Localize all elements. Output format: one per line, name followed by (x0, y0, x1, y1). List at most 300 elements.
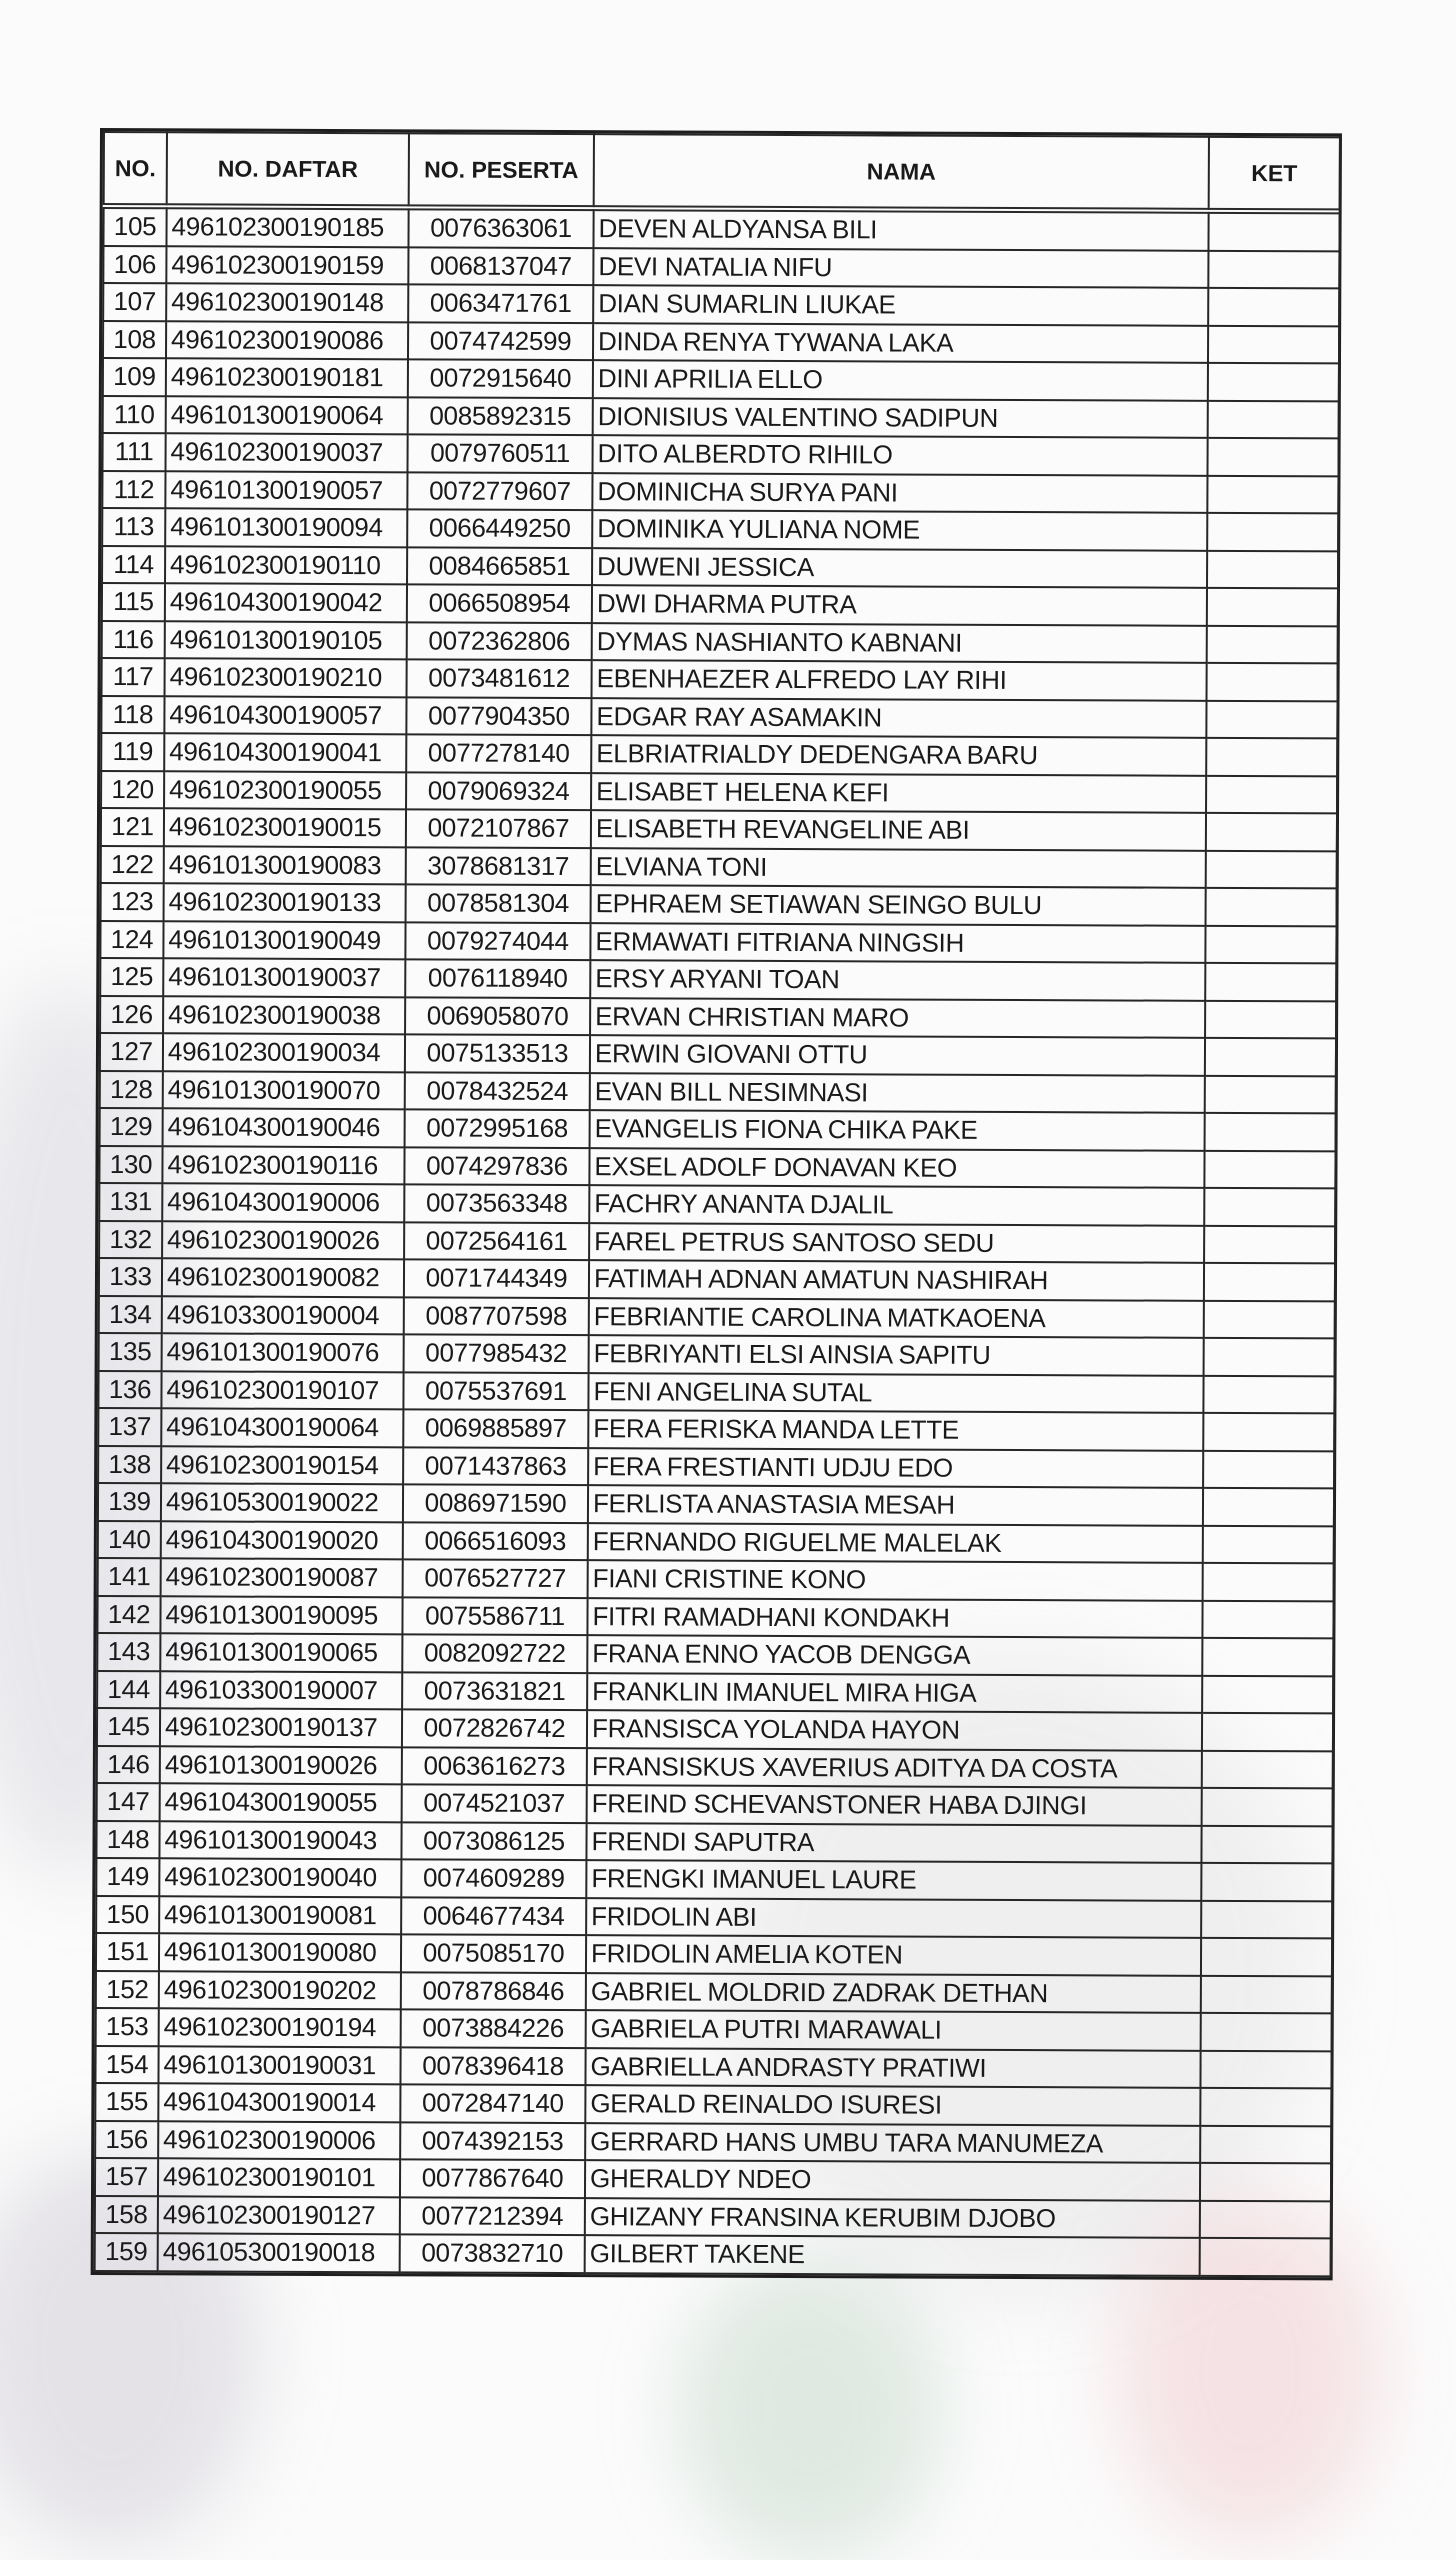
row-number: 145 (97, 1708, 160, 1746)
header-ket: KET (1209, 137, 1340, 212)
header-no-daftar: NO. DAFTAR (167, 132, 409, 207)
registration-number: 496102300190181 (166, 358, 408, 397)
row-number: 128 (100, 1071, 163, 1109)
table-row (95, 2195, 1331, 2238)
remarks-cell (1202, 1788, 1333, 1826)
remarks-cell (1204, 1225, 1335, 1263)
table-row (95, 2158, 1331, 2201)
remarks-cell (1201, 1863, 1332, 1901)
paper-shadow (680, 2260, 940, 2560)
table-row (103, 246, 1339, 289)
registration-number: 496102300190087 (161, 1558, 403, 1597)
participant-name: GERALD REINALDO ISURESI (585, 2085, 1200, 2125)
registration-number: 496102300190107 (161, 1371, 403, 1410)
table-row (102, 621, 1338, 664)
remarks-cell (1200, 2163, 1331, 2201)
participant-number: 0075085170 (401, 1934, 586, 1972)
table-row (103, 321, 1339, 364)
remarks-cell (1204, 1188, 1335, 1226)
row-number: 148 (96, 1821, 159, 1859)
registration-number: 496101300190105 (165, 621, 407, 660)
registration-number: 496104300190057 (164, 696, 406, 735)
row-number: 119 (101, 733, 164, 771)
participant-name: FATIMAH ADNAN AMATUN NASHIRAH (589, 1260, 1204, 1300)
row-number: 108 (103, 321, 166, 359)
table-row (103, 283, 1339, 326)
table-row (101, 846, 1337, 889)
registration-number: 496101300190043 (159, 1821, 401, 1860)
table-row (95, 2233, 1331, 2276)
participant-name: FRANKLIN IMANUEL MIRA HIGA (587, 1673, 1202, 1713)
participant-name: FACHRY ANANTA DJALIL (589, 1185, 1204, 1225)
registration-number: 496103300190007 (160, 1671, 402, 1710)
header-row (104, 132, 1340, 211)
participant-number: 0076527727 (403, 1559, 588, 1597)
participant-number: 0087707598 (404, 1297, 589, 1335)
registration-number: 496102300190148 (166, 283, 408, 322)
remarks-cell (1201, 1938, 1332, 1976)
participant-number: 0076363061 (408, 207, 593, 247)
row-number: 126 (100, 996, 163, 1034)
participant-name: FENI ANGELINA SUTAL (588, 1373, 1203, 1413)
registration-number: 496104300190041 (164, 733, 406, 772)
row-number: 122 (101, 846, 164, 884)
participant-number: 0079760511 (408, 434, 593, 472)
remarks-cell (1203, 1375, 1334, 1413)
remarks-cell (1208, 325, 1339, 363)
row-number: 121 (101, 808, 164, 846)
table-row (95, 2120, 1331, 2163)
registration-number: 496102300190055 (164, 771, 406, 810)
participant-name: ELISABET HELENA KEFI (591, 773, 1206, 813)
remarks-cell (1200, 2050, 1331, 2088)
row-number: 138 (98, 1446, 161, 1484)
remarks-cell (1200, 2088, 1331, 2126)
registration-number: 496102300190116 (162, 1146, 404, 1185)
participant-name: DIONISIUS VALENTINO SADIPUN (593, 398, 1208, 438)
participant-name: FERA FRESTIANTI UDJU EDO (588, 1448, 1203, 1488)
participant-number: 0072564161 (404, 1222, 589, 1260)
table-row (100, 996, 1336, 1039)
remarks-cell (1206, 850, 1337, 888)
row-number: 158 (95, 2195, 158, 2233)
registration-number: 496101300190037 (163, 958, 405, 997)
participant-name: FERNANDO RIGUELME MALELAK (588, 1523, 1203, 1563)
participant-number: 0073832710 (400, 2234, 585, 2272)
row-number: 106 (103, 246, 166, 284)
participant-number: 0074297836 (404, 1147, 589, 1185)
remarks-cell (1206, 775, 1337, 813)
participant-name: ERWIN GIOVANI OTTU (590, 1035, 1205, 1075)
registration-number: 496101300190094 (165, 508, 407, 547)
participant-name: DINI APRILIA ELLO (593, 360, 1208, 400)
row-number: 135 (99, 1333, 162, 1371)
table-row (99, 1258, 1335, 1301)
participant-table (91, 128, 1342, 2280)
participant-number: 0072826742 (402, 1709, 587, 1747)
participant-name: FRIDOLIN ABI (586, 1898, 1201, 1938)
participant-number: 0073086125 (401, 1822, 586, 1860)
participant-number: 0064677434 (401, 1897, 586, 1935)
table-row (99, 1221, 1335, 1264)
table-row (98, 1408, 1334, 1451)
registration-number: 496104300190014 (158, 2083, 400, 2122)
table-row (98, 1371, 1334, 1414)
participant-name: FRANA ENNO YACOB DENGGA (587, 1635, 1202, 1675)
remarks-cell (1205, 963, 1336, 1001)
row-number: 159 (95, 2233, 158, 2271)
remarks-cell (1204, 1300, 1335, 1338)
table-row (96, 1933, 1332, 1976)
table-row (101, 733, 1337, 776)
participant-number: 0078581304 (406, 884, 591, 922)
participant-name: FAREL PETRUS SANTOSO SEDU (589, 1223, 1204, 1263)
participant-name: ELISABETH REVANGELINE ABI (591, 810, 1206, 850)
participant-number: 0074392153 (400, 2122, 585, 2160)
remarks-cell (1208, 363, 1339, 401)
registration-number: 496101300190095 (160, 1596, 402, 1635)
participant-name: DEVI NATALIA NIFU (593, 248, 1208, 288)
table-row (103, 358, 1339, 401)
registration-number: 496104300190046 (163, 1108, 405, 1147)
registration-number: 496105300190022 (161, 1483, 403, 1522)
registration-number: 496101300190057 (165, 471, 407, 510)
participant-number: 0063471761 (408, 284, 593, 322)
participant-list (94, 131, 1341, 2277)
table-row (101, 771, 1337, 814)
participant-name: FITRI RAMADHANI KONDAKH (587, 1598, 1202, 1638)
participant-name: DOMINIKA YULIANA NOME (592, 510, 1207, 550)
remarks-cell (1201, 1975, 1332, 2013)
table-body (95, 206, 1340, 2276)
row-number: 133 (99, 1258, 162, 1296)
table-row (103, 433, 1339, 476)
participant-name: GILBERT TAKENE (585, 2235, 1200, 2275)
participant-name: GERRARD HANS UMBU TARA MANUMEZA (585, 2123, 1200, 2163)
remarks-cell (1205, 1000, 1336, 1038)
registration-number: 496101300190064 (166, 396, 408, 435)
remarks-cell (1207, 438, 1338, 476)
table-row (97, 1708, 1333, 1751)
participant-name: FERA FERISKA MANDA LETTE (588, 1410, 1203, 1450)
registration-number: 496102300190137 (160, 1708, 402, 1747)
row-number: 131 (99, 1183, 162, 1221)
remarks-cell (1208, 250, 1339, 288)
participant-name: DYMAS NASHIANTO KABNANI (592, 623, 1207, 663)
participant-number: 0072362806 (407, 622, 592, 660)
table-row (97, 1746, 1333, 1789)
row-number: 143 (97, 1633, 160, 1671)
table-row (101, 696, 1337, 739)
table-row (97, 1633, 1333, 1676)
remarks-cell (1205, 1075, 1336, 1113)
remarks-cell (1200, 2238, 1331, 2276)
table-row (97, 1596, 1333, 1639)
participant-number: 0075586711 (402, 1597, 587, 1635)
header-no-peserta: NO. PESERTA (409, 133, 594, 208)
table-row (100, 1033, 1336, 1076)
row-number: 136 (98, 1371, 161, 1409)
participant-number: 0069885897 (403, 1409, 588, 1447)
table-row (102, 658, 1338, 701)
registration-number: 496102300190037 (166, 433, 408, 472)
participant-number: 0072779607 (407, 472, 592, 510)
participant-name: ELBRIATRIALDY DEDENGARA BARU (591, 735, 1206, 775)
table-row (102, 471, 1338, 514)
participant-number: 0072995168 (405, 1109, 590, 1147)
row-number: 129 (100, 1108, 163, 1146)
participant-number: 0073481612 (407, 659, 592, 697)
remarks-cell (1208, 288, 1339, 326)
row-number: 130 (99, 1146, 162, 1184)
participant-number: 0077867640 (400, 2159, 585, 2197)
table-row (98, 1483, 1334, 1526)
registration-number: 496102300190006 (158, 2121, 400, 2160)
participant-number: 0077212394 (400, 2197, 585, 2235)
remarks-cell (1202, 1638, 1333, 1676)
participant-number: 0079069324 (406, 772, 591, 810)
remarks-cell (1201, 2013, 1332, 2051)
row-number: 116 (102, 621, 165, 659)
remarks-cell (1205, 1038, 1336, 1076)
remarks-cell (1205, 1113, 1336, 1151)
registration-number: 496101300190026 (160, 1746, 402, 1785)
row-number: 123 (101, 883, 164, 921)
table-row (100, 1071, 1336, 1114)
remarks-cell (1205, 925, 1336, 963)
registration-number: 496102300190185 (166, 206, 408, 247)
participant-number: 0073631821 (402, 1672, 587, 1710)
participant-name: ERVAN CHRISTIAN MARO (590, 998, 1205, 1038)
registration-number: 496102300190034 (163, 1033, 405, 1072)
table-row (98, 1446, 1334, 1489)
row-number: 109 (103, 358, 166, 396)
table-row (103, 396, 1339, 439)
remarks-cell (1203, 1488, 1334, 1526)
registration-number: 496104300190006 (162, 1183, 404, 1222)
row-number: 134 (99, 1296, 162, 1334)
table-row (101, 883, 1337, 926)
participant-number: 0086971590 (403, 1484, 588, 1522)
participant-number: 0073563348 (404, 1184, 589, 1222)
table-row (97, 1671, 1333, 1714)
row-number: 155 (95, 2083, 158, 2121)
row-number: 144 (97, 1671, 160, 1709)
participant-name: FRANSISKUS XAVERIUS ADITYA DA COSTA (587, 1748, 1202, 1788)
participant-name: GHERALDY NDEO (585, 2160, 1200, 2200)
participant-number: 0075537691 (403, 1372, 588, 1410)
participant-name: DWI DHARMA PUTRA (592, 585, 1207, 625)
participant-name: EBENHAEZER ALFREDO LAY RIHI (592, 660, 1207, 700)
registration-number: 496102300190127 (158, 2196, 400, 2235)
participant-number: 0074609289 (401, 1859, 586, 1897)
registration-number: 496101300190065 (160, 1633, 402, 1672)
participant-number: 3078681317 (406, 847, 591, 885)
participant-number: 0072915640 (408, 359, 593, 397)
registration-number: 496102300190210 (165, 658, 407, 697)
row-number: 132 (99, 1221, 162, 1259)
row-number: 117 (102, 658, 165, 696)
participant-number: 0076118940 (405, 959, 590, 997)
participant-number: 0085892315 (408, 397, 593, 435)
registration-number: 496102300190038 (163, 996, 405, 1035)
participant-name: EVANGELIS FIONA CHIKA PAKE (590, 1110, 1205, 1150)
participant-name: FEBRIANTIE CAROLINA MATKAOENA (589, 1298, 1204, 1338)
row-number: 152 (96, 1970, 159, 2008)
participant-name: EPHRAEM SETIAWAN SEINGO BULU (591, 885, 1206, 925)
participant-name: DITO ALBERDTO RIHILO (593, 435, 1208, 475)
registration-number: 496103300190004 (162, 1296, 404, 1335)
registration-number: 496102300190026 (162, 1221, 404, 1260)
table-row (102, 508, 1338, 551)
remarks-cell (1202, 1675, 1333, 1713)
row-number: 157 (95, 2158, 158, 2196)
row-number: 120 (101, 771, 164, 809)
participant-name: GABRIELA PUTRI MARAWALI (586, 2010, 1201, 2050)
participant-name: FRANSISCA YOLANDA HAYON (587, 1710, 1202, 1750)
row-number: 107 (103, 283, 166, 321)
row-number: 112 (102, 471, 165, 509)
row-number: 154 (95, 2045, 158, 2083)
table-row (97, 1783, 1333, 1826)
participant-number: 0078786846 (401, 1972, 586, 2010)
remarks-cell (1208, 211, 1339, 251)
registration-number: 496102300190086 (166, 321, 408, 360)
remarks-cell (1207, 513, 1338, 551)
remarks-cell (1204, 1338, 1335, 1376)
registration-number: 496101300190070 (163, 1071, 405, 1110)
registration-number: 496102300190194 (159, 2008, 401, 2047)
participant-name: DEVEN ALDYANSA BILI (593, 208, 1208, 250)
participant-name: DUWENI JESSICA (592, 548, 1207, 588)
remarks-cell (1207, 588, 1338, 626)
registration-number: 496102300190040 (159, 1858, 401, 1897)
participant-name: FIANI CRISTINE KONO (588, 1560, 1203, 1600)
remarks-cell (1203, 1450, 1334, 1488)
remarks-cell (1206, 813, 1337, 851)
participant-number: 0072847140 (400, 2084, 585, 2122)
participant-name: EXSEL ADOLF DONAVAN KEO (589, 1148, 1204, 1188)
participant-number: 0063616273 (402, 1747, 587, 1785)
remarks-cell (1204, 1263, 1335, 1301)
row-number: 151 (96, 1933, 159, 1971)
row-number: 150 (96, 1896, 159, 1934)
participant-name: FERLISTA ANASTASIA MESAH (588, 1485, 1203, 1525)
table-row (103, 206, 1339, 251)
registration-number: 496101300190081 (159, 1896, 401, 1935)
registration-number: 496101300190049 (163, 921, 405, 960)
row-number: 141 (98, 1558, 161, 1596)
participant-number: 0068137047 (408, 247, 593, 285)
registration-number: 496101300190076 (162, 1333, 404, 1372)
table-row (99, 1333, 1335, 1376)
table-row (96, 1970, 1332, 2013)
participant-name: GABRIEL MOLDRID ZADRAK DETHAN (586, 1973, 1201, 2013)
remarks-cell (1202, 1750, 1333, 1788)
participant-name: FRENGKI IMANUEL LAURE (586, 1860, 1201, 1900)
header-no: NO. (104, 132, 167, 206)
registration-number: 496102300190101 (158, 2158, 400, 2197)
remarks-cell (1207, 625, 1338, 663)
participant-number: 0066508954 (407, 584, 592, 622)
participant-number: 0084665851 (407, 547, 592, 585)
remarks-cell (1206, 888, 1337, 926)
table-row (98, 1521, 1334, 1564)
table-row (96, 1821, 1332, 1864)
table-row (96, 1858, 1332, 1901)
registration-number: 496101300190080 (159, 1933, 401, 1972)
participant-number: 0078396418 (400, 2047, 585, 2085)
registration-number: 496102300190154 (161, 1446, 403, 1485)
participant-name: DIAN SUMARLIN LIUKAE (593, 285, 1208, 325)
row-number: 149 (96, 1858, 159, 1896)
participant-name: FEBRIYANTI ELSI AINSIA SAPITU (589, 1335, 1204, 1375)
remarks-cell (1200, 2200, 1331, 2238)
remarks-cell (1200, 2125, 1331, 2163)
registration-number: 496101300190083 (164, 846, 406, 885)
participant-number: 0072107867 (406, 809, 591, 847)
remarks-cell (1203, 1525, 1334, 1563)
table-row (96, 2008, 1332, 2051)
participant-name: ERSY ARYANI TOAN (590, 960, 1205, 1000)
row-number: 111 (103, 433, 166, 471)
row-number: 140 (98, 1521, 161, 1559)
table-row (99, 1183, 1335, 1226)
registration-number: 496105300190018 (158, 2233, 400, 2272)
remarks-cell (1207, 550, 1338, 588)
registration-number: 496102300190133 (164, 883, 406, 922)
registration-number: 496104300190020 (161, 1521, 403, 1560)
row-number: 137 (98, 1408, 161, 1446)
participant-number: 0066449250 (407, 509, 592, 547)
participant-name: FREIND SCHEVANSTONER HABA DJINGI (587, 1785, 1202, 1825)
remarks-cell (1208, 400, 1339, 438)
row-number: 139 (98, 1483, 161, 1521)
participant-number: 0078432524 (405, 1072, 590, 1110)
participant-name: DOMINICHA SURYA PANI (592, 473, 1207, 513)
table-row (100, 958, 1336, 1001)
row-number: 127 (100, 1033, 163, 1071)
remarks-cell (1203, 1413, 1334, 1451)
remarks-cell (1202, 1600, 1333, 1638)
participant-number: 0069058070 (405, 997, 590, 1035)
table-row (102, 583, 1338, 626)
remarks-cell (1202, 1713, 1333, 1751)
row-number: 147 (97, 1783, 160, 1821)
participant-name: ELVIANA TONI (591, 848, 1206, 888)
participant-name: FRIDOLIN AMELIA KOTEN (586, 1935, 1201, 1975)
row-number: 114 (102, 546, 165, 584)
remarks-cell (1203, 1563, 1334, 1601)
participant-number: 0066516093 (403, 1522, 588, 1560)
table-row (98, 1558, 1334, 1601)
participant-number: 0077904350 (406, 697, 591, 735)
participant-number: 0077278140 (406, 734, 591, 772)
table-row (95, 2083, 1331, 2126)
table-row (100, 921, 1336, 964)
participant-name: DINDA RENYA TYWANA LAKA (593, 323, 1208, 363)
registration-number: 496102300190082 (162, 1258, 404, 1297)
table-row (100, 1108, 1336, 1151)
participant-number: 0075133513 (405, 1034, 590, 1072)
participant-name: GHIZANY FRANSINA KERUBIM DJOBO (585, 2198, 1200, 2238)
registration-number: 496104300190064 (161, 1408, 403, 1447)
table-row (99, 1146, 1335, 1189)
remarks-cell (1201, 1825, 1332, 1863)
table-row (95, 2045, 1331, 2088)
row-number: 105 (103, 206, 166, 246)
row-number: 125 (100, 958, 163, 996)
